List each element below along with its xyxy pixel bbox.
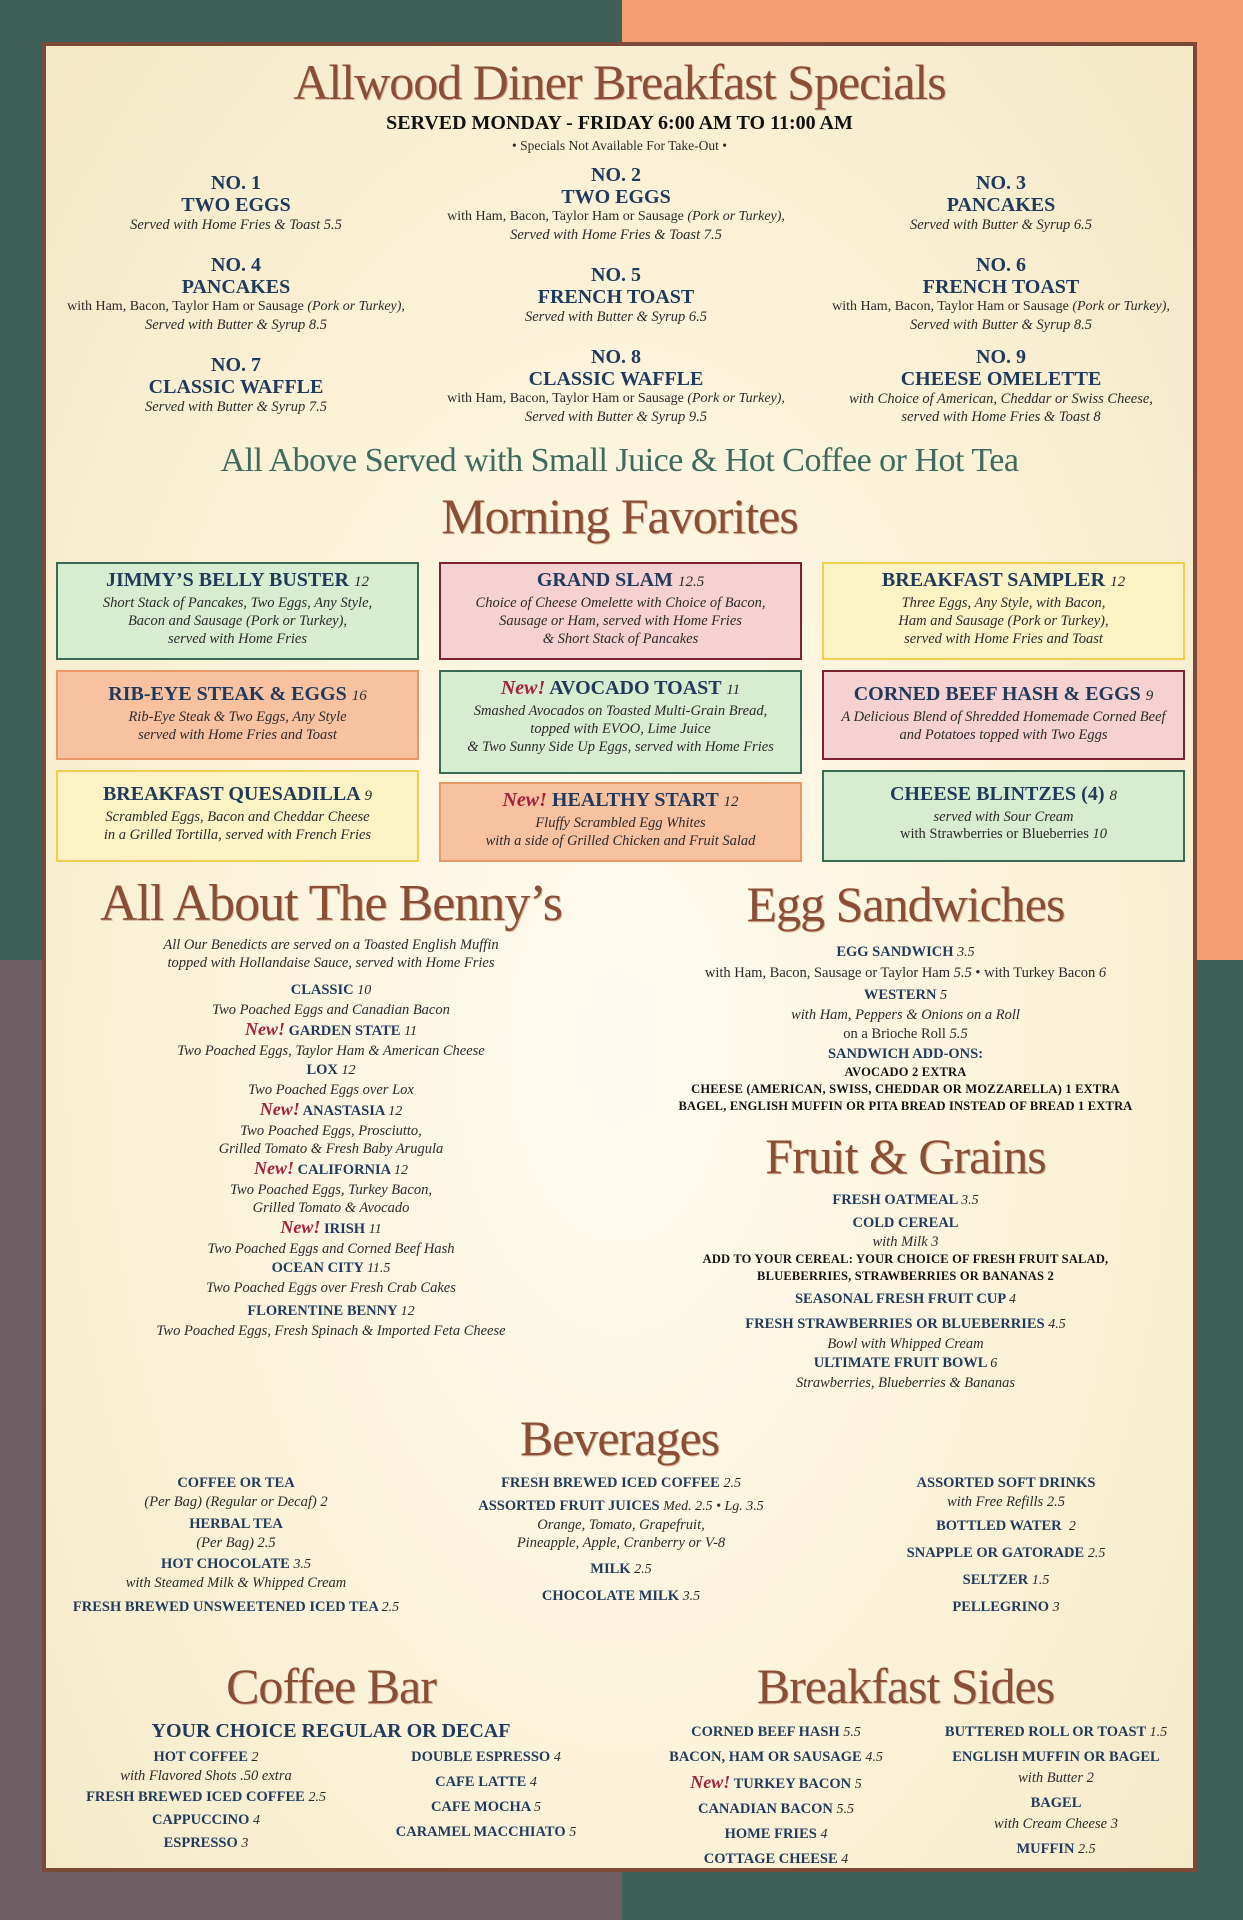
beverages-col: COFFEE OR TEA (Per Bag) (Regular or Decaf) 2 HERBAL TEA (Per Bag) 2.5 HOT CHOCOLATE 3.5 with Steamed Milk & Whipped Cream FRESH BREWED UNSWEETENED ICED TEA 2.5 <box>72 1475 400 1615</box>
menu-panel <box>42 42 1197 1872</box>
special-item: NO. 4 PANCAKES with Ham, Bacon, Taylor Ham or Sausage (Pork or Turkey), Served with Butter & Syrup 8.5 <box>67 254 405 333</box>
special-item: NO. 1 TWO EGGS Served with Home Fries & Toast 5.5 <box>130 172 342 233</box>
served-hours: SERVED MONDAY - FRIDAY 6:00 AM TO 11:00 AM <box>386 112 853 134</box>
favorite-item: BREAKFAST SAMPLER 12 Three Eggs, Any Style, with Bacon, Ham and Sausage (Pork or Turkey), served with Home Fries and Toast <box>822 562 1185 660</box>
egg-list: EGG SANDWICH 3.5 with Ham, Bacon, Sausage or Taylor Ham 5.5 • with Turkey Bacon 6 WESTERN 5 with Ham, Peppers & Onions on a Roll on a Brioche Roll 5.5 SANDWICH ADD-ONS: AVOCADO 2 EXTRA CHEESE (AMERICAN, SWISS, CHEDDAR OR MOZZARELLA) 1 EXTRA BAGEL, ENGLISH MUFFIN OR PITA BREAD INSTEAD OF BREAD 1 EXTRA <box>678 944 1133 1113</box>
special-item: NO. 9 CHEESE OMELETTE with Choice of American, Cheddar or Swiss Cheese, served with Home Fries & Toast 8 <box>849 346 1153 425</box>
section-title-fruit: Fruit & Grains <box>765 1128 1046 1184</box>
favorite-item: RIB-EYE STEAK & EGGS 16 Rib-Eye Steak & Two Eggs, Any Style served with Home Fries and Toast <box>56 670 419 760</box>
coffee-col: HOT COFFEE 2 with Flavored Shots .50 extra FRESH BREWED ICED COFFEE 2.5 CAPPUCCINO 4 ESPRESSO 3 <box>86 1749 326 1851</box>
favorite-item: New! HEALTHY START 12 Fluffy Scrambled Egg Whites with a side of Grilled Chicken and Fruit Salad <box>439 782 802 862</box>
section-title-coffee: Coffee Bar <box>226 1658 436 1714</box>
fruit-list: FRESH OATMEAL 3.5 COLD CEREAL with Milk 3 ADD TO YOUR CEREAL: YOUR CHOICE OF FRESH FRUIT SALAD, BLUEBERRIES, STRAWBERRIES OR BANANAS 2 SEASONAL FRESH FRUIT CUP 4 FRESH STRAWBERRIES OR BLUEBERRIES 4.5 Bowl with Whipped Cream ULTIMATE FRUIT BOWL 6 Strawberries, Blueberries & Bananas <box>702 1192 1109 1391</box>
favorite-item: New! AVOCADO TOAST 11 Smashed Avocados on Toasted Multi-Grain Bread, topped with EVOO, Lime Juice & Two Sunny Side Up Eggs, served with Home Fries <box>439 670 802 774</box>
favorite-item: JIMMY’S BELLY BUSTER 12 Short Stack of Pancakes, Two Eggs, Any Style, Bacon and Sausage (Pork or Turkey), served with Home Fries <box>56 562 419 660</box>
section-title-sides: Breakfast Sides <box>756 1658 1055 1714</box>
beverages-col: FRESH BREWED ICED COFFEE 2.5 ASSORTED FRUIT JUICES Med. 2.5 • Lg. 3.5 Orange, Tomato, Grapefruit, Pineapple, Apple, Cranberry or V-8 MILK 2.5 CHOCOLATE MILK 3.5 <box>478 1475 764 1604</box>
coffee-subtitle: YOUR CHOICE REGULAR OR DECAF <box>151 1720 511 1742</box>
benny-list: All Our Benedicts are served on a Toasted English Muffin topped with Hollandaise Sauce, served with Home Fries CLASSIC 10 Two Poached Eggs and Canadian Bacon New! GARDEN STATE 11 Two Poached Eggs, Taylor Ham & American Cheese LOX 12 Two Poached Eggs over Lox New! ANASTASIA 12 Two Poached Eggs, Prosciutto, Grilled Tomato & Fresh Baby Arugula New! CALIFORNIA 12 Two Poached Eggs, Turkey Bacon, Grilled Tomato & Avocado New! IRISH 11 Two Poached Eggs and Corned Beef Hash OCEAN CITY 11.5 Two Poached Eggs over Fresh Crab Cakes FLORENTINE BENNY 12 Two Poached Eggs, Fresh Spinach & Imported Feta Cheese <box>156 937 506 1339</box>
section-title-egg: Egg Sandwiches <box>746 876 1065 932</box>
special-item: NO. 2 TWO EGGS with Ham, Bacon, Taylor Ham or Sausage (Pork or Turkey), Served with Home Fries & Toast 7.5 <box>447 164 785 243</box>
favorite-item: GRAND SLAM 12.5 Choice of Cheese Omelette with Choice of Bacon, Sausage or Ham, served with Home Fries & Short Stack of Pancakes <box>439 562 802 660</box>
special-item: NO. 5 FRENCH TOAST Served with Butter & Syrup 6.5 <box>524 264 708 325</box>
special-item: NO. 6 FRENCH TOAST with Ham, Bacon, Taylor Ham or Sausage (Pork or Turkey), Served with Butter & Syrup 8.5 <box>832 254 1170 333</box>
favorite-item: BREAKFAST QUESADILLA 9 Scrambled Eggs, Bacon and Cheddar Cheese in a Grilled Tortilla, served with French Fries <box>56 770 419 862</box>
special-item: NO. 3 PANCAKES Served with Butter & Syrup 6.5 <box>909 172 1093 233</box>
page-title: Allwood Diner Breakfast Specials <box>293 54 946 110</box>
specials-footer: All Above Served with Small Juice & Hot Coffee or Hot Tea <box>220 442 1019 479</box>
section-title-benny: All About The Benny’s <box>100 875 562 932</box>
coffee-col: DOUBLE ESPRESSO 4 CAFE LATTE 4 CAFE MOCHA 5 CARAMEL MACCHIATO 5 <box>395 1749 577 1840</box>
sides-col: BUTTERED ROLL OR TOAST 1.5 ENGLISH MUFFIN OR BAGEL with Butter 2 BAGEL with Cream Cheese 3 MUFFIN 2.5 <box>944 1724 1168 1857</box>
favorite-item: CHEESE BLINTZES (4) 8 served with Sour Cream with Strawberries or Blueberries 10 <box>822 770 1185 862</box>
sides-col: CORNED BEEF HASH 5.5 BACON, HAM OR SAUSAGE 4.5 New! TURKEY BACON 5 CANADIAN BACON 5.5 HOME FRIES 4 COTTAGE CHEESE 4 <box>669 1724 883 1867</box>
favorite-item: CORNED BEEF HASH & EGGS 9 A Delicious Blend of Shredded Homemade Corned Beef and Potatoes topped with Two Eggs <box>822 670 1185 760</box>
takeout-note: • Specials Not Available For Take-Out • <box>512 138 727 153</box>
beverages-col: ASSORTED SOFT DRINKS with Free Refills 2.5 BOTTLED WATER 2 SNAPPLE OR GATORADE 2.5 SELTZER 1.5 PELLEGRINO 3 <box>906 1475 1106 1615</box>
special-item: NO. 8 CLASSIC WAFFLE with Ham, Bacon, Taylor Ham or Sausage (Pork or Turkey), Served with Butter & Syrup 9.5 <box>447 346 785 425</box>
section-title-morning: Morning Favorites <box>441 488 798 544</box>
section-title-beverages: Beverages <box>519 1410 720 1466</box>
special-item: NO. 7 CLASSIC WAFFLE Served with Butter & Syrup 7.5 <box>144 354 328 415</box>
